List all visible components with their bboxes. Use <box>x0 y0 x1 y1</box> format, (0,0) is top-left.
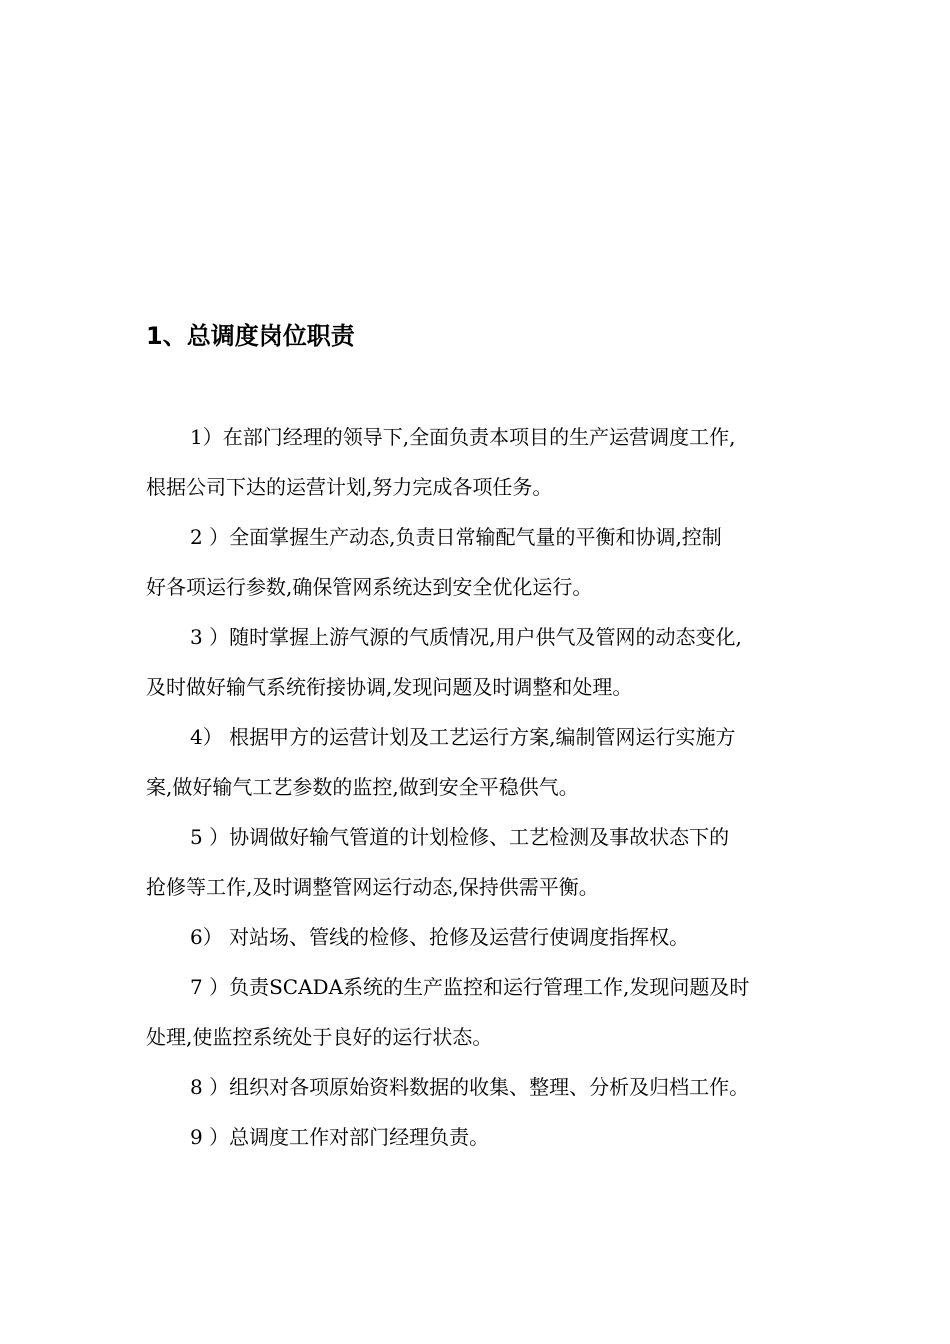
duty-line: 3 ）随时掌握上游气源的气质情况,用户供气及管网的动态变化, <box>190 625 742 649</box>
duty-item-5 <box>146 812 810 912</box>
duty-item-7 <box>146 962 810 1062</box>
duty-line: 根据公司下达的运营计划,努力完成各项任务。 <box>146 475 553 499</box>
duty-item-1 <box>146 412 810 512</box>
section-heading: 1、总调度岗位职责 <box>146 322 355 350</box>
duty-line: 抢修等工作,及时调整管网运行动态,保持供需平衡。 <box>146 875 599 899</box>
duty-item-3 <box>146 612 810 712</box>
duty-line: 6） 对站场、管线的检修、抢修及运营行使调度指挥权。 <box>190 925 690 949</box>
duty-item-8 <box>146 1062 810 1112</box>
duty-list <box>146 412 810 1162</box>
duty-line: 2 ）全面掌握生产动态,负责日常输配气量的平衡和协调,控制 <box>190 525 722 549</box>
duty-item-9 <box>146 1112 810 1162</box>
duty-item-6 <box>146 912 810 962</box>
duty-item-4 <box>146 712 810 812</box>
duty-line: 处理,使监控系统处于良好的运行状态。 <box>146 1025 493 1049</box>
duty-line: 及时做好输气系统衔接协调,发现问题及时调整和处理。 <box>146 675 633 699</box>
duty-line: 4） 根据甲方的运营计划及工艺运行方案,编制管网运行实施方 <box>190 725 736 749</box>
duty-line: 1）在部门经理的领导下,全面负责本项目的生产运营调度工作, <box>190 425 736 449</box>
duty-item-2 <box>146 512 810 612</box>
duty-line: 案,做好输气工艺参数的监控,做到安全平稳供气。 <box>146 775 579 799</box>
duty-line: 好各项运行参数,确保管网系统达到安全优化运行。 <box>146 575 593 599</box>
duty-line: 9 ）总调度工作对部门经理负责。 <box>190 1125 490 1149</box>
duty-line: 7 ）负责SCADA系统的生产监控和运行管理工作,发现问题及时 <box>190 975 750 999</box>
duty-line: 8 ）组织对各项原始资料数据的收集、整理、分析及归档工作。 <box>190 1075 750 1099</box>
duty-line: 5 ）协调做好输气管道的计划检修、工艺检测及事故状态下的 <box>190 825 730 849</box>
